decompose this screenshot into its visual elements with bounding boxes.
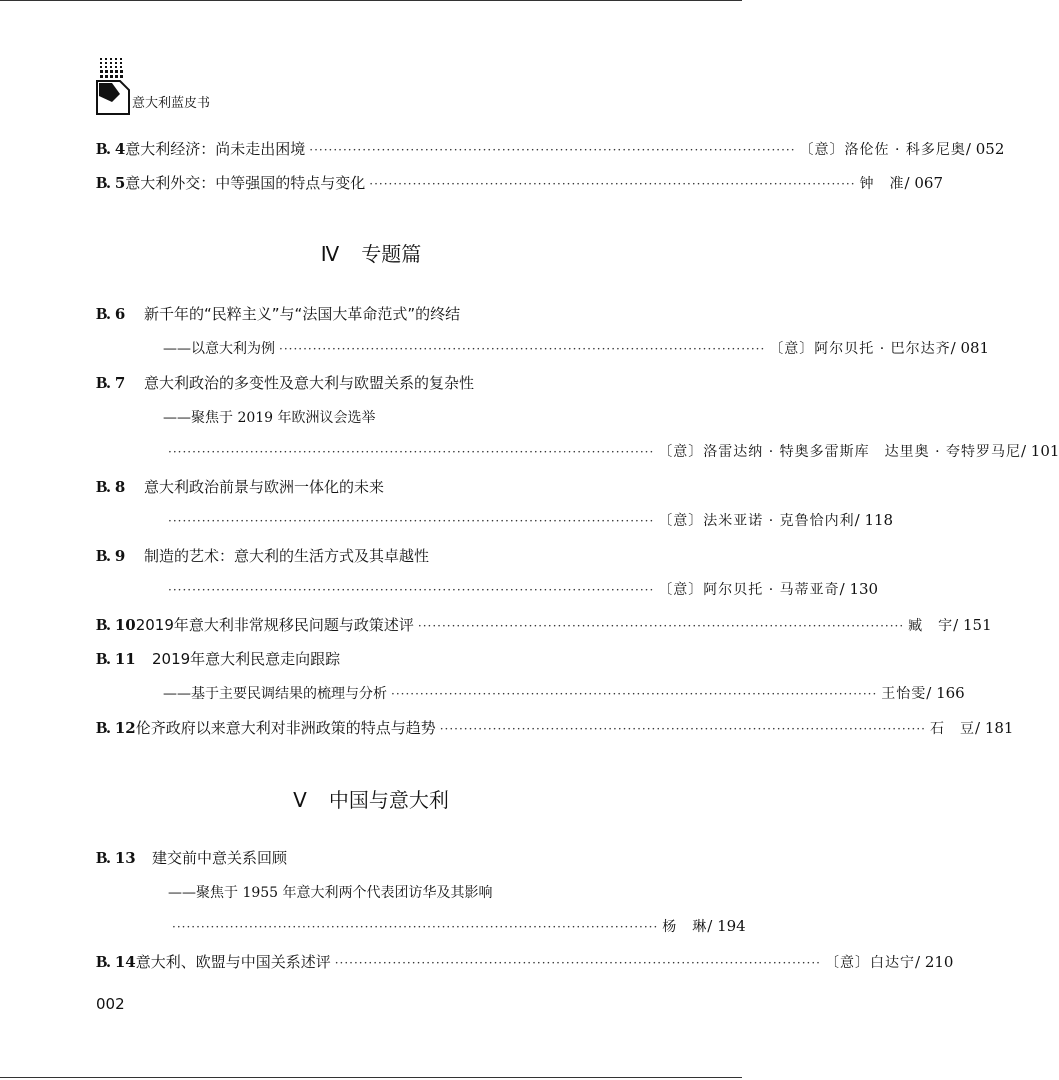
- section-numeral: Ⅴ: [293, 788, 307, 812]
- entry-author: 〔意〕法米亚诺 · 克鲁恰内利: [658, 513, 855, 529]
- toc-entry-subtitle-line: [168, 882, 649, 908]
- leader-dots: ·····································································································: [439, 722, 926, 736]
- blue-book-logo-icon: [96, 56, 130, 116]
- bottom-rule: [0, 1077, 742, 1078]
- entry-author: 〔意〕阿尔贝托 · 马蒂亚奇: [658, 582, 840, 598]
- entry-author: 〔意〕洛伦佐 · 科多尼奥: [799, 142, 966, 158]
- toc-entry[interactable]: [96, 372, 649, 398]
- toc-entry[interactable]: [96, 951, 954, 977]
- entry-author: 〔意〕洛雷达纳 · 特奥多雷斯库 达里奥 · 夸特罗马尼: [658, 444, 1021, 460]
- entry-number: B. 14: [96, 952, 136, 971]
- entry-page: / 194: [707, 917, 746, 935]
- entry-page: / 151: [953, 616, 992, 634]
- leader-dots: ·····································································································: [334, 956, 821, 970]
- leader-dots: ·····································································································: [168, 583, 655, 597]
- section-numeral: Ⅳ: [320, 242, 340, 266]
- page-number: 002: [96, 995, 125, 1013]
- entry-author: 石 豆: [929, 721, 975, 737]
- entry-title: 意大利政治的多变性及意大利与欧盟关系的复杂性: [144, 374, 475, 392]
- entry-title: 意大利、欧盟与中国关系述评: [135, 953, 331, 971]
- entry-page: / 118: [854, 511, 894, 529]
- entry-number: B. 7: [96, 373, 126, 392]
- entry-number: B. 9: [96, 546, 126, 565]
- leader-dots: ·····································································································: [168, 445, 655, 459]
- entry-author: 王怡雯: [881, 686, 927, 702]
- entry-number: B. 10: [96, 615, 136, 634]
- leader-dots: ·····································································································: [172, 920, 659, 934]
- entry-author: 臧 宇: [908, 618, 954, 634]
- entry-number: B. 13: [96, 848, 136, 867]
- running-title: 意大利蓝皮书: [132, 96, 211, 111]
- leader-dots: ·····································································································: [417, 619, 905, 633]
- toc-entry-continuation[interactable]: [163, 338, 990, 364]
- toc-entry-continuation[interactable]: [168, 510, 894, 536]
- entry-page: / 052: [965, 140, 1005, 158]
- section-heading: [0, 784, 742, 813]
- entry-page: / 181: [974, 719, 1014, 737]
- entry-author: 〔意〕白达宁: [824, 955, 915, 971]
- entry-number: B. 6: [96, 304, 126, 323]
- entry-number: B. 5: [96, 173, 126, 192]
- leader-dots: ·····································································································: [168, 514, 655, 528]
- entry-title: 建交前中意关系回顾: [152, 849, 288, 867]
- entry-page: / 130: [839, 580, 879, 598]
- leader-dots: ·····································································································: [391, 687, 878, 701]
- leader-dots: ·····································································································: [309, 143, 796, 157]
- toc-entry-continuation[interactable]: [168, 441, 1059, 467]
- entry-number: B. 4: [96, 139, 126, 158]
- section-label: 中国与意大利: [328, 788, 449, 812]
- entry-title: 意大利外交：中等强国的特点与变化: [125, 174, 366, 192]
- entry-number: B. 8: [96, 477, 126, 496]
- toc-entry-continuation[interactable]: [172, 916, 746, 942]
- entry-title: 制造的艺术：意大利的生活方式及其卓越性: [144, 547, 430, 565]
- entry-page: / 081: [950, 339, 990, 357]
- entry-title: 2019年意大利民意走向跟踪: [152, 650, 341, 668]
- toc-entry[interactable]: [96, 648, 649, 674]
- entry-title: 2019年意大利非常规移民问题与政策述评: [135, 616, 414, 634]
- leader-dots: ·····································································································: [279, 342, 766, 356]
- toc-entry[interactable]: [96, 847, 649, 873]
- toc-entry-continuation[interactable]: [168, 579, 879, 605]
- entry-title: 伦齐政府以来意大利对非洲政策的特点与趋势: [135, 719, 436, 737]
- entry-number: B. 11: [96, 649, 136, 668]
- entry-author: 杨 琳: [662, 919, 708, 935]
- entry-author: 钟 准: [859, 176, 905, 192]
- toc-entry[interactable]: [96, 138, 1005, 164]
- toc-entry[interactable]: [96, 545, 649, 571]
- entry-title: 意大利政治前景与欧洲一体化的未来: [144, 478, 385, 496]
- section-heading: [0, 238, 742, 267]
- entry-subtitle: ——基于主要民调结果的梳理与分析: [163, 686, 387, 702]
- toc-entry[interactable]: [96, 476, 649, 502]
- entry-page: / 166: [926, 684, 965, 702]
- leader-dots: ·····································································································: [369, 177, 856, 191]
- entry-subtitle: ——聚焦于 2019 年欧洲议会选举: [163, 410, 376, 426]
- section-label: 专题篇: [361, 242, 422, 266]
- toc-entry[interactable]: [96, 172, 944, 198]
- toc-entry-subtitle-line: [163, 407, 649, 433]
- toc-entry[interactable]: [96, 614, 992, 640]
- entry-page: / 210: [914, 953, 954, 971]
- entry-title: 意大利经济：尚未走出困境: [125, 140, 306, 158]
- toc-entry[interactable]: [96, 717, 1014, 743]
- toc-entry[interactable]: [96, 303, 649, 329]
- entry-page: / 067: [904, 174, 944, 192]
- entry-author: 〔意〕阿尔贝托 · 巴尔达齐: [769, 341, 951, 357]
- entry-title: 新千年的“民粹主义”与“法国大革命范式”的终结: [144, 305, 461, 323]
- top-rule: [0, 0, 742, 1]
- toc-entry-continuation[interactable]: [163, 683, 965, 709]
- entry-number: B. 12: [96, 718, 136, 737]
- entry-subtitle: ——以意大利为例: [163, 341, 275, 357]
- entry-subtitle: ——聚焦于 1955 年意大利两个代表团访华及其影响: [168, 885, 493, 901]
- entry-page: / 101: [1020, 442, 1059, 460]
